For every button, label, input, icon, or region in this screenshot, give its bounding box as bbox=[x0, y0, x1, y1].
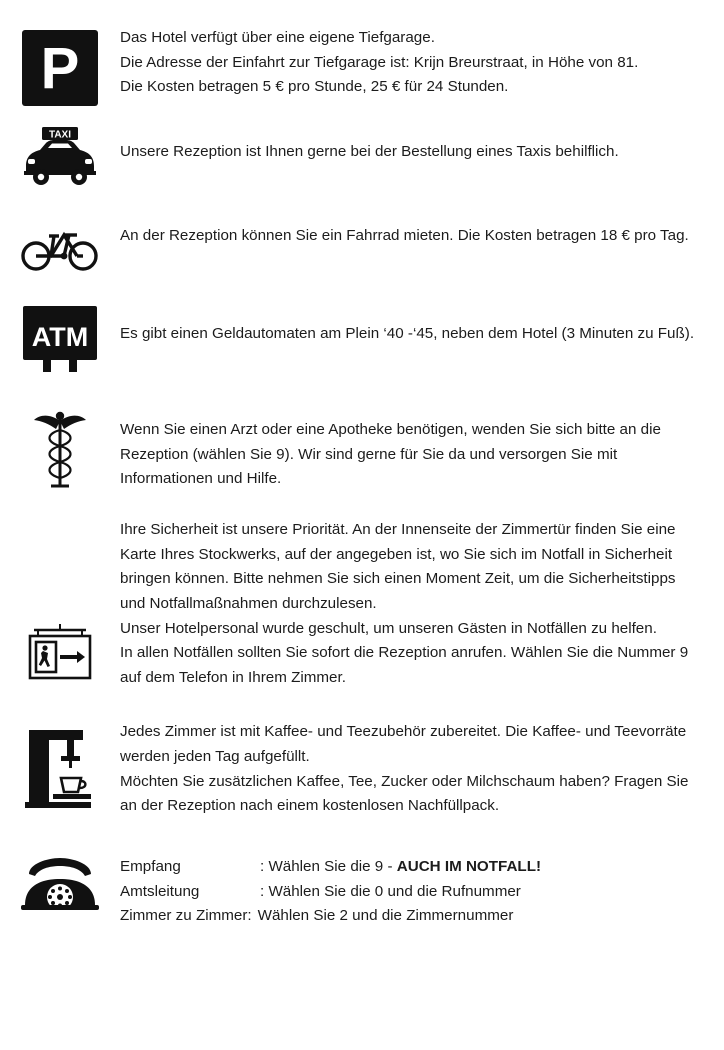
emergency-exit-sign-icon bbox=[22, 622, 98, 684]
section-bike bbox=[0, 216, 724, 272]
emergency-line-2: Unser Hotelpersonal wurde geschult, um unseren Gästen in Notfällen zu helfen. bbox=[120, 619, 657, 637]
phone-label-outside-line: Amtsleitung bbox=[120, 882, 200, 900]
coffee-line-1: Jedes Zimmer ist mit Kaffee- und Teezubehör zubereitet. Die Kaffee- und Teevorräte werden jeden Tag aufgefüllt. bbox=[120, 723, 687, 765]
bicycle-icon bbox=[19, 222, 101, 272]
parking-line-3: Die Kosten betragen 5 € pro Stunde, 25 € für 24 Stunden. bbox=[120, 78, 509, 96]
emergency-line-3: In allen Notfällen sollten Sie sofort die Rezeption anrufen. Wählen Sie die Nummer 9 auf dem Telefon in Ihrem Zimmer. bbox=[120, 644, 689, 686]
icon-cell-taxi bbox=[0, 122, 120, 188]
taxi-car-icon bbox=[20, 126, 100, 188]
phone-value-reception bbox=[260, 855, 698, 880]
icon-cell-medical bbox=[0, 402, 120, 492]
phone-row-outside-line bbox=[120, 880, 698, 905]
icon-cell-coffee bbox=[0, 708, 120, 812]
caduceus-medical-icon bbox=[29, 408, 91, 492]
parking-letter: P bbox=[40, 36, 80, 101]
bike-line-1: An der Rezeption können Sie ein Fahrrad mieten. Die Kosten betragen 18 € pro Tag. bbox=[120, 227, 689, 244]
phone-label-room-to-room: Zimmer zu Zimmer: bbox=[120, 907, 252, 925]
icon-cell-emergency bbox=[0, 514, 120, 684]
phone-row-reception bbox=[120, 855, 698, 880]
telephone-icon bbox=[19, 857, 101, 915]
text-taxi bbox=[120, 122, 724, 165]
text-coffee bbox=[120, 708, 724, 819]
section-phone bbox=[0, 845, 724, 929]
phone-value-outside-line: : Wählen Sie die 0 und die Rufnummer bbox=[260, 882, 521, 900]
section-atm bbox=[0, 300, 724, 376]
section-coffee bbox=[0, 708, 724, 819]
phone-label-reception: Empfang bbox=[120, 857, 181, 875]
document-page bbox=[0, 26, 724, 1050]
phone-value-reception-text: : Wählen Sie die 9 - bbox=[260, 857, 397, 875]
atm-line-1: Es gibt einen Geldautomaten am Plein ‘40 -‘45, neben dem Hotel (3 Minuten zu Fuß). bbox=[120, 325, 695, 342]
section-emergency bbox=[0, 514, 724, 690]
icon-cell-atm bbox=[0, 300, 120, 376]
section-medical bbox=[0, 402, 724, 492]
coffee-machine-icon bbox=[23, 726, 97, 812]
text-phone bbox=[120, 845, 724, 929]
taxi-line-1: Unsere Rezeption ist Ihnen gerne bei der Bestellung eines Taxis behilflich. bbox=[120, 143, 619, 160]
icon-cell-phone bbox=[0, 845, 120, 915]
phone-row-room-to-room bbox=[120, 904, 698, 929]
parking-sign-icon bbox=[22, 30, 98, 106]
icon-cell-parking bbox=[0, 26, 120, 106]
atm-text: ATM bbox=[31, 322, 89, 352]
phone-value-reception-emphasis: AUCH IM NOTFALL! bbox=[396, 857, 542, 875]
parking-line-2: Die Adresse der Einfahrt zur Tiefgarage ist: Krijn Breurstraat, in Höhe von 81. bbox=[120, 53, 639, 71]
coffee-line-2: Möchten Sie zusätzlichen Kaffee, Tee, Zucker oder Milchschaum haben? Fragen Sie an der Rezeption nach einem kostenlosen Nachfüllpack. bbox=[120, 772, 689, 815]
medical-line-1: Wenn Sie einen Arzt oder eine Apotheke benötigen, wenden Sie sich bitte an die Rezeption (wählen Sie 9). Wir sind gerne für Sie da und versorgen Sie mit Informationen und Hilfe. bbox=[120, 421, 661, 488]
text-parking bbox=[120, 26, 724, 100]
icon-cell-bike bbox=[0, 216, 120, 272]
text-medical bbox=[120, 402, 724, 492]
parking-line-1: Das Hotel verfügt über eine eigene Tiefgarage. bbox=[120, 29, 435, 46]
text-emergency bbox=[120, 514, 724, 690]
text-atm bbox=[120, 300, 724, 347]
taxi-roof-text: TAXI bbox=[48, 129, 72, 141]
section-taxi bbox=[0, 122, 724, 188]
text-bike bbox=[120, 216, 724, 249]
atm-sign-icon bbox=[21, 304, 99, 376]
emergency-line-1: Ihre Sicherheit ist unsere Priorität. An der Innenseite der Zimmertür finden Sie eine Karte Ihres Stockwerks, auf der angegeben ist, wo Sie sich im Notfall in Sicherheit bringen können. Bitte nehmen Sie sich einen Moment Zeit, um die Sicherheitstipps und Notfallmaßnahmen durchzulesen. bbox=[120, 521, 676, 612]
phone-value-room-to-room: Wählen Sie 2 und die Zimmernummer bbox=[257, 907, 514, 925]
section-parking bbox=[0, 26, 724, 106]
